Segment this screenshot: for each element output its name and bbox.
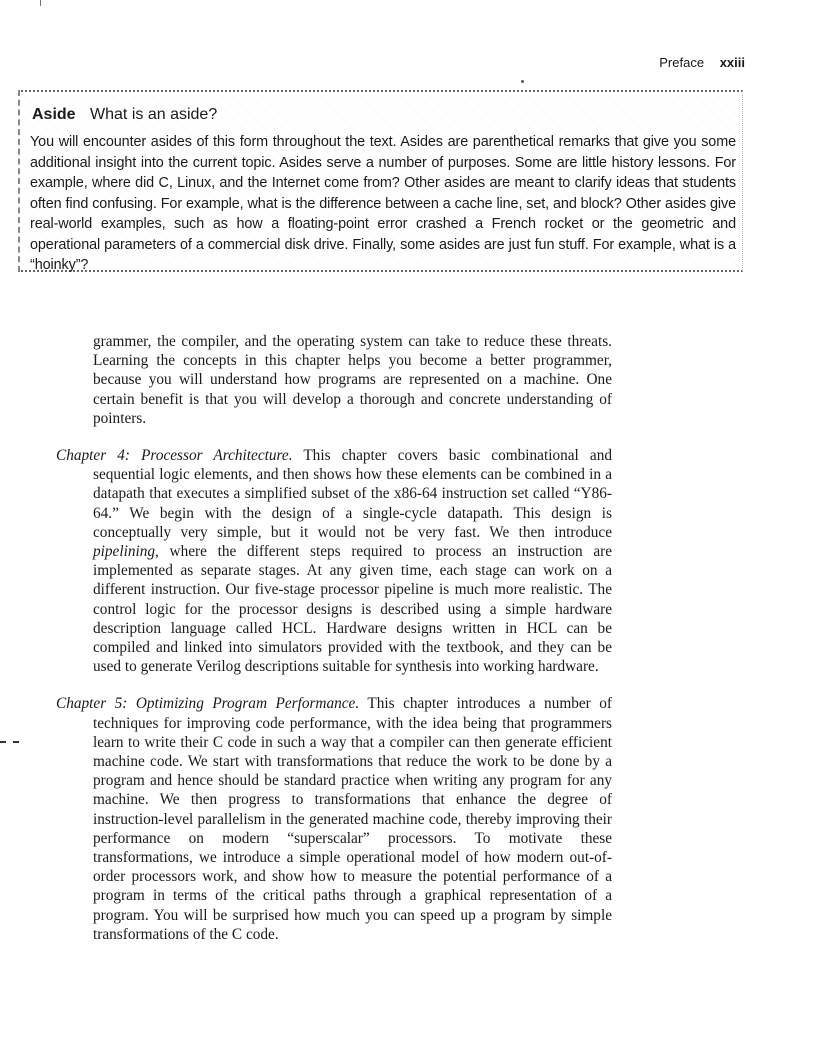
paragraph-chapter-4 [56, 446, 612, 676]
paragraph-chapter-5 [56, 694, 612, 944]
margin-mark [0, 741, 19, 746]
chapter-5-text: This chapter introduces a number of techniques for improving code performance, with the idea being that programmers learn to write their C code in such a way that a compiler can then generate efficient machine code. We start with transformations that reduce the work to be done by a program and hence should be standard practice when writing any program for any machine. We then progress to transformations that enhance the degree of instruction-level parallelism in the generated machine code, thereby improving their performance on modern “superscalar” processors. To motivate these transformations, we introduce a simple operational model of how modern out-of-order processors work, and show how to measure the potential performance of a program in terms of the critical paths through a graphical representation of a program. You will be surprised how much you can speed up a program by simple transformations of the C code. [93, 695, 613, 943]
aside-title: What is an aside? [90, 106, 218, 123]
chapter-4-text-b: , where the different steps required to process an instruction are implemented as separate stages. At any given time, each stage can work on a different instruction. Our five-stage processor pipeline is much more realistic. The control logic for the processor designs is described using a simple hardware description language called HCL. Hardware designs written in HCL can be compiled and linked into simulators provided with the textbook, and they can be used to generate Verilog descriptions suitable for synthesis into working hardware. [93, 543, 612, 676]
chapter-4-emphasis: pipelining [93, 543, 156, 561]
running-header [659, 55, 745, 70]
section-name: Preface [659, 55, 705, 70]
paragraph-continuation: grammer, the compiler, and the operating system can take to reduce these threats. Learning the concepts in this chapter helps you become a better programmer, because you will understand how programs are represented on a machine. One certain benefit is that you will develop a thorough and concrete understanding of pointers. [93, 333, 612, 427]
scan-speck [521, 80, 524, 83]
aside-heading [32, 106, 217, 124]
chapter-4-title: Chapter 4: Processor Architecture. [56, 447, 293, 465]
main-text [56, 332, 612, 962]
aside-box [18, 90, 743, 272]
chapter-4-text-a: This chapter covers basic combinational and sequential logic elements, and then shows how these elements can be combined in a datapath that executes a simplified subset of the x86-64 instruction set called “Y86-64.” We begin with the design of a single-cycle datapath. This design is conceptually very simple, but it would not be very fast. We then introduce [93, 447, 612, 541]
aside-label: Aside [32, 106, 76, 123]
aside-body: You will encounter asides of this form throughout the text. Asides are parenthetical remarks that give you some additional insight into the current topic. Asides serve a number of purposes. Some are little history lessons. For example, where did C, Linux, and the Internet come from? Other asides are meant to clarify ideas that students often find confusing. For example, what is the difference between a cache line, set, and block? Other asides give real-world examples, such as how a floating-point error crashed a French rocket or the geometric and operational parameters of a commercial disk drive. Finally, some asides are just fun stuff. For example, what is a “hoinky”? [30, 134, 736, 273]
chapter-5-title: Chapter 5: Optimizing Program Performance. [56, 695, 360, 713]
scan-speck [40, 0, 41, 6]
page-number: xxiii [719, 55, 745, 70]
